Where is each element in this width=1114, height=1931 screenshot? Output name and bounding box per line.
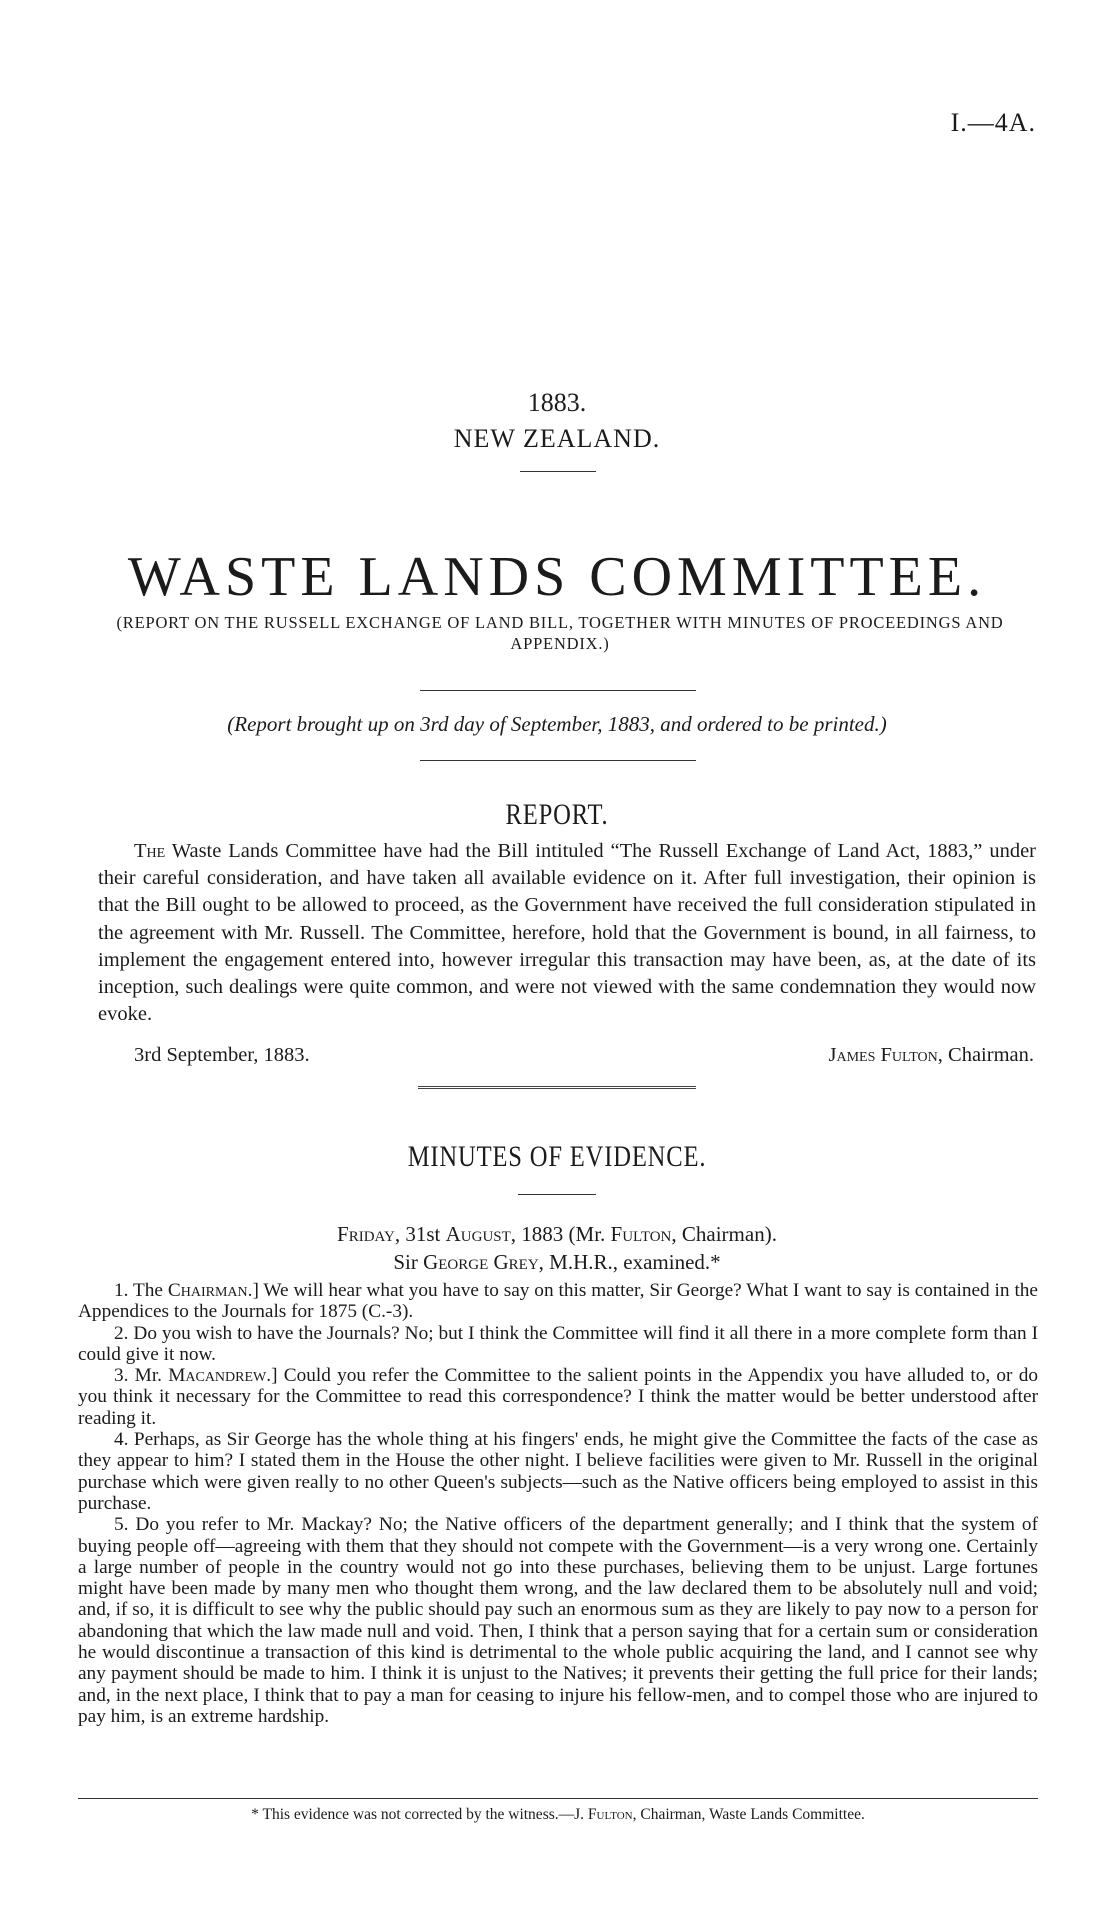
- report-body: [98, 838, 1036, 1028]
- document-subtitle: (REPORT ON THE RUSSELL EXCHANGE OF LAND BILL, TOGETHER WITH MINUTES OF PROCEEDINGS AND APPENDIX.): [116, 613, 1004, 653]
- report-order-note: (Report brought up on 3rd day of September, 1883, and ordered to be printed.): [227, 712, 887, 736]
- session-chair-role: , Chairman).: [671, 1222, 777, 1246]
- question-1-number: 1. The: [114, 1280, 168, 1301]
- witness-prefix: Sir: [393, 1250, 424, 1274]
- report-text: Waste Lands Committee have had the Bill intituled “The Russell Exchange of Land Act, 1883,” under their careful consideration, and have taken all available evidence on it. After full investigation, their opinion is that the Bill ought to be allowed to proceed, as the Government have received the full consideration stipulated in the agreement with Mr. Russell. The Committee, herefore, hold that the Government is bound, in all fairness, to implement the engagement entered into, however irregular this transaction may have been, as, at the date of its inception, such dealings were quite common, and were not viewed with the same condemnation they would now evoke.: [98, 840, 1036, 1026]
- witness-name: George Grey: [423, 1250, 539, 1274]
- report-heading: REPORT.: [505, 798, 609, 831]
- session-chair: Fulton: [610, 1222, 672, 1246]
- report-date: 3rd September, 1883.: [134, 1044, 310, 1066]
- session-day: Friday: [337, 1222, 395, 1246]
- session-month: August: [445, 1222, 511, 1246]
- minutes-heading: MINUTES OF EVIDENCE.: [407, 1140, 707, 1173]
- signatory-name: James Fulton: [828, 1044, 938, 1066]
- footnote: [78, 1806, 1038, 1824]
- document-country: NEW ZEALAND.: [453, 424, 661, 453]
- witness-suffix: , M.H.R., examined.*: [538, 1250, 721, 1274]
- report-signatory: [828, 1044, 1034, 1067]
- question-2: 2. Do you wish to have the Journals? No; but I think the Committee will find it all there in a more complete form than I could give it now.: [78, 1322, 1038, 1365]
- question-3: [78, 1365, 1038, 1429]
- evidence-questions: [78, 1280, 1038, 1727]
- document-year: 1883.: [527, 388, 587, 417]
- minutes-divider: [518, 1194, 596, 1195]
- subtitle-divider: [420, 690, 696, 691]
- question-3-text: .] Could you refer the Committee to the salient points in the Appendix you have alluded to, or do you think it necessary for the Committee to read this correspondence? I think the matter would be better understood after reading it.: [78, 1365, 1038, 1429]
- footnote-divider: [78, 1798, 1038, 1799]
- signatory-role: , Chairman.: [937, 1044, 1034, 1066]
- footnote-role: , Chairman, Waste Lands Committee.: [632, 1806, 865, 1823]
- question-1: [78, 1280, 1038, 1323]
- report-lead-words: The: [134, 840, 166, 862]
- footnote-name: Fulton: [587, 1806, 633, 1823]
- title-divider: [520, 471, 596, 472]
- question-1-text: .] We will hear what you have to say on this matter, Sir George? What I want to say is contained in the Appendices to the Journals for 1875 (C.-3).: [78, 1280, 1038, 1323]
- question-1-speaker: Chairman: [167, 1280, 248, 1301]
- page-reference: I.—4A.: [950, 108, 1036, 137]
- footnote-text: * This evidence was not corrected by the witness.—J.: [251, 1806, 588, 1823]
- witness-line: [0, 1250, 1114, 1275]
- report-end-divider: [418, 1086, 696, 1089]
- session-year: , 1883 (Mr.: [510, 1222, 611, 1246]
- question-5: 5. Do you refer to Mr. Mackay? No; the Native officers of the department generally; and I think that the system of buying people off—agreeing with them that they should not compete with the Government—is a very wrong one. Certainly a large number of people in the country would not go into these purchases, believing them to be unjust. Large fortunes might have been made by many men who thought them wrong, and the law declared them to be absolutely null and void; and, if so, it is difficult to see why the public should pay such an enormous sum as they are likely to pay now to a person for abandoning that which the law made null and void. Then, I think that a person saying that for a certain sum or consideration he would discontinue a transaction of this kind is detrimental to the whole public acquiring the land, and I cannot see why any payment should be made to him. I think it is unjust to the Natives; it prevents their getting the full price for their lands; and, in the next place, I think that to pay a man for ceasing to injure his fellow-men, and to compel those who are injured to pay him, is an extreme hardship.: [78, 1514, 1038, 1727]
- session-line: [0, 1222, 1114, 1247]
- question-4: 4. Perhaps, as Sir George has the whole thing at his fingers' ends, he might give the Committee the facts of the case as they appear to him? I stated them in the House the other night. I believe facilities were given to Mr. Russell in the original purchase which were given really to no other Queen's subjects—such as the Native officers being employed to assist in this purchase.: [78, 1429, 1038, 1514]
- order-note-divider: [420, 760, 696, 761]
- question-3-number: 3. Mr.: [114, 1365, 169, 1387]
- document-title: WASTE LANDS COMMITTEE.: [127, 546, 987, 608]
- question-3-speaker: Macandrew: [168, 1365, 267, 1387]
- session-date: , 31st: [394, 1222, 446, 1246]
